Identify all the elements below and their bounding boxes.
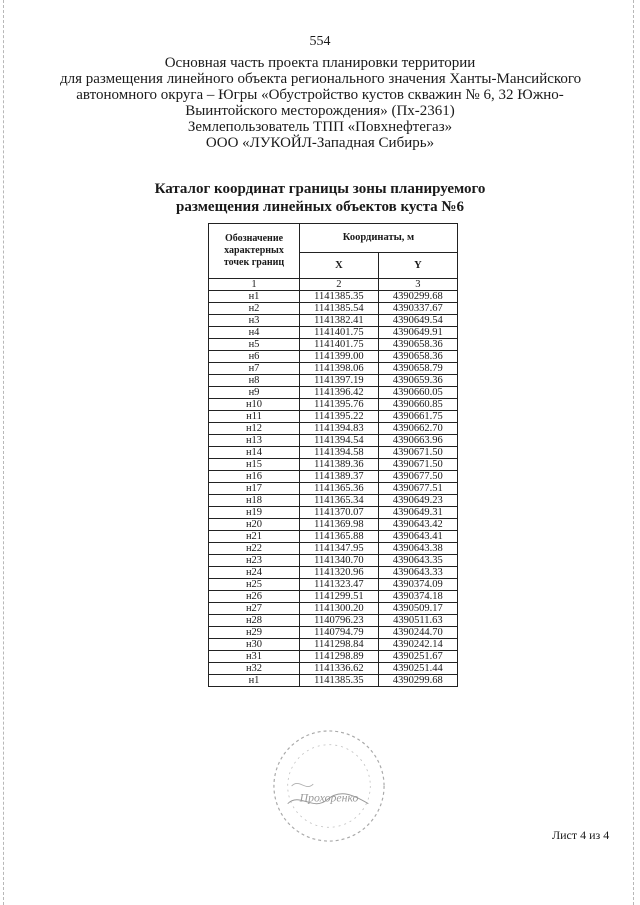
x-cell: 1141394.83	[300, 423, 379, 435]
point-cell: н3	[209, 315, 300, 327]
table-row	[209, 495, 458, 507]
table-row	[209, 519, 458, 531]
x-cell: 1141365.88	[300, 531, 379, 543]
x-cell: 1141401.75	[300, 339, 379, 351]
point-cell: н30	[209, 639, 300, 651]
y-cell: 4390663.96	[378, 435, 457, 447]
point-cell: н26	[209, 591, 300, 603]
table-row	[209, 411, 458, 423]
y-cell: 4390658.79	[378, 363, 457, 375]
x-cell: 1141320.96	[300, 567, 379, 579]
point-cell: н21	[209, 531, 300, 543]
point-cell: н10	[209, 399, 300, 411]
table-row	[209, 447, 458, 459]
x-cell: 1141336.62	[300, 663, 379, 675]
y-cell: 4390677.51	[378, 483, 457, 495]
header-line: для размещения линейного объекта регионального значения Ханты-Мансийского	[60, 71, 582, 87]
x-cell: 1141365.36	[300, 483, 379, 495]
title-line: Каталог координат границы зоны планируемого	[154, 181, 486, 197]
x-cell: 1141298.84	[300, 639, 379, 651]
table-row	[209, 375, 458, 387]
y-cell: 4390509.17	[378, 603, 457, 615]
point-cell: н25	[209, 579, 300, 591]
point-cell: н1	[209, 675, 300, 687]
x-cell: 1141323.47	[300, 579, 379, 591]
point-cell: н32	[209, 663, 300, 675]
point-cell: н18	[209, 495, 300, 507]
point-cell: н9	[209, 387, 300, 399]
table-row	[209, 399, 458, 411]
table-row	[209, 291, 458, 303]
table-row	[209, 471, 458, 483]
y-cell: 4390251.44	[378, 663, 457, 675]
header-y: Y	[378, 252, 457, 278]
x-cell: 1141369.98	[300, 519, 379, 531]
point-cell: н11	[209, 411, 300, 423]
y-cell: 4390649.91	[378, 327, 457, 339]
x-cell: 1141370.07	[300, 507, 379, 519]
coordinates-table-body	[209, 291, 458, 687]
y-cell: 4390677.50	[378, 471, 457, 483]
y-cell: 4390299.68	[378, 291, 457, 303]
x-cell: 1141340.70	[300, 555, 379, 567]
header-coordinates: Координаты, м	[300, 224, 458, 253]
point-cell: н31	[209, 651, 300, 663]
scan-edge-left	[3, 0, 5, 905]
point-cell: н4	[209, 327, 300, 339]
header-x: X	[300, 252, 379, 278]
x-cell: 1140796.23	[300, 615, 379, 627]
point-cell: н13	[209, 435, 300, 447]
point-cell: н6	[209, 351, 300, 363]
table-row	[209, 555, 458, 567]
point-cell: н27	[209, 603, 300, 615]
y-cell: 4390251.67	[378, 651, 457, 663]
table-row	[209, 435, 458, 447]
sheet-label: Лист 4 из 4	[552, 828, 610, 842]
seal-stamp	[270, 727, 388, 845]
column-number: 2	[300, 279, 379, 291]
table-row	[209, 387, 458, 399]
title-line: размещения линейных объектов куста №6	[176, 199, 464, 215]
header-line: Основная часть проекта планировки территории	[164, 55, 476, 71]
column-number: 3	[378, 279, 457, 291]
table-row	[209, 303, 458, 315]
header-line: Землепользователь ТПП «Повхнефтегаз»	[187, 119, 453, 135]
y-cell: 4390662.70	[378, 423, 457, 435]
header-line: Выинтойского месторождения» (Пх-2361)	[185, 103, 455, 119]
x-cell: 1141300.20	[300, 603, 379, 615]
point-cell: н24	[209, 567, 300, 579]
table-row	[209, 627, 458, 639]
scan-edge-right	[633, 0, 635, 905]
table-row	[209, 663, 458, 675]
table-row	[209, 639, 458, 651]
y-cell: 4390337.67	[378, 303, 457, 315]
y-cell: 4390643.33	[378, 567, 457, 579]
y-cell: 4390658.36	[378, 339, 457, 351]
point-cell: н19	[209, 507, 300, 519]
x-cell: 1140794.79	[300, 627, 379, 639]
y-cell: 4390374.18	[378, 591, 457, 603]
x-cell: 1141396.42	[300, 387, 379, 399]
y-cell: 4390661.75	[378, 411, 457, 423]
header-line: ООО «ЛУКОЙЛ-Западная Сибирь»	[205, 135, 435, 151]
x-cell: 1141347.95	[300, 543, 379, 555]
x-cell: 1141398.06	[300, 363, 379, 375]
point-cell: н5	[209, 339, 300, 351]
x-cell: 1141389.37	[300, 471, 379, 483]
y-cell: 4390643.41	[378, 531, 457, 543]
y-cell: 4390660.85	[378, 399, 457, 411]
point-cell: н14	[209, 447, 300, 459]
svg-text:Прохоренко: Прохоренко	[299, 790, 359, 805]
y-cell: 4390511.63	[378, 615, 457, 627]
y-cell: 4390244.70	[378, 627, 457, 639]
table-row	[209, 603, 458, 615]
point-cell: н23	[209, 555, 300, 567]
point-cell: н2	[209, 303, 300, 315]
point-cell: н29	[209, 627, 300, 639]
table-row	[209, 315, 458, 327]
y-cell: 4390649.31	[378, 507, 457, 519]
table-row	[209, 675, 458, 687]
y-cell: 4390299.68	[378, 675, 457, 687]
y-cell: 4390374.09	[378, 579, 457, 591]
table-row	[209, 327, 458, 339]
x-cell: 1141385.35	[300, 291, 379, 303]
table-row	[209, 351, 458, 363]
point-cell: н12	[209, 423, 300, 435]
x-cell: 1141399.00	[300, 351, 379, 363]
table-row	[209, 651, 458, 663]
x-cell: 1141382.41	[300, 315, 379, 327]
page-number: 554	[309, 34, 331, 49]
header-designation: Обозначение характерных точек границ	[209, 224, 300, 279]
x-cell: 1141389.36	[300, 459, 379, 471]
x-cell: 1141298.89	[300, 651, 379, 663]
y-cell: 4390660.05	[378, 387, 457, 399]
table-row	[209, 531, 458, 543]
y-cell: 4390671.50	[378, 459, 457, 471]
header-line: автономного округа – Югры «Обустройство кустов скважин № 6, 32 Южно-	[76, 87, 564, 103]
column-number-row	[209, 279, 458, 291]
table-row	[209, 615, 458, 627]
point-cell: н20	[209, 519, 300, 531]
x-cell: 1141394.54	[300, 435, 379, 447]
point-cell: н8	[209, 375, 300, 387]
x-cell: 1141394.58	[300, 447, 379, 459]
table-row	[209, 591, 458, 603]
y-cell: 4390649.54	[378, 315, 457, 327]
y-cell: 4390658.36	[378, 351, 457, 363]
table-row	[209, 423, 458, 435]
point-cell: н1	[209, 291, 300, 303]
table-row	[209, 507, 458, 519]
table-row	[209, 459, 458, 471]
point-cell: н28	[209, 615, 300, 627]
y-cell: 4390671.50	[378, 447, 457, 459]
table-row	[209, 339, 458, 351]
x-cell: 1141401.75	[300, 327, 379, 339]
point-cell: н22	[209, 543, 300, 555]
x-cell: 1141395.22	[300, 411, 379, 423]
y-cell: 4390659.36	[378, 375, 457, 387]
x-cell: 1141299.51	[300, 591, 379, 603]
x-cell: 1141365.34	[300, 495, 379, 507]
y-cell: 4390643.42	[378, 519, 457, 531]
coordinates-table	[208, 223, 458, 687]
x-cell: 1141385.54	[300, 303, 379, 315]
table-row	[209, 363, 458, 375]
table-row	[209, 579, 458, 591]
point-cell: н7	[209, 363, 300, 375]
x-cell: 1141397.19	[300, 375, 379, 387]
y-cell: 4390643.38	[378, 543, 457, 555]
x-cell: 1141385.35	[300, 675, 379, 687]
x-cell: 1141395.76	[300, 399, 379, 411]
document-header	[60, 55, 580, 151]
column-number: 1	[209, 279, 300, 291]
table-row	[209, 483, 458, 495]
table-row	[209, 543, 458, 555]
y-cell: 4390242.14	[378, 639, 457, 651]
point-cell: н15	[209, 459, 300, 471]
y-cell: 4390643.35	[378, 555, 457, 567]
table-row	[209, 567, 458, 579]
y-cell: 4390649.23	[378, 495, 457, 507]
catalog-title	[90, 180, 550, 216]
point-cell: н16	[209, 471, 300, 483]
point-cell: н17	[209, 483, 300, 495]
